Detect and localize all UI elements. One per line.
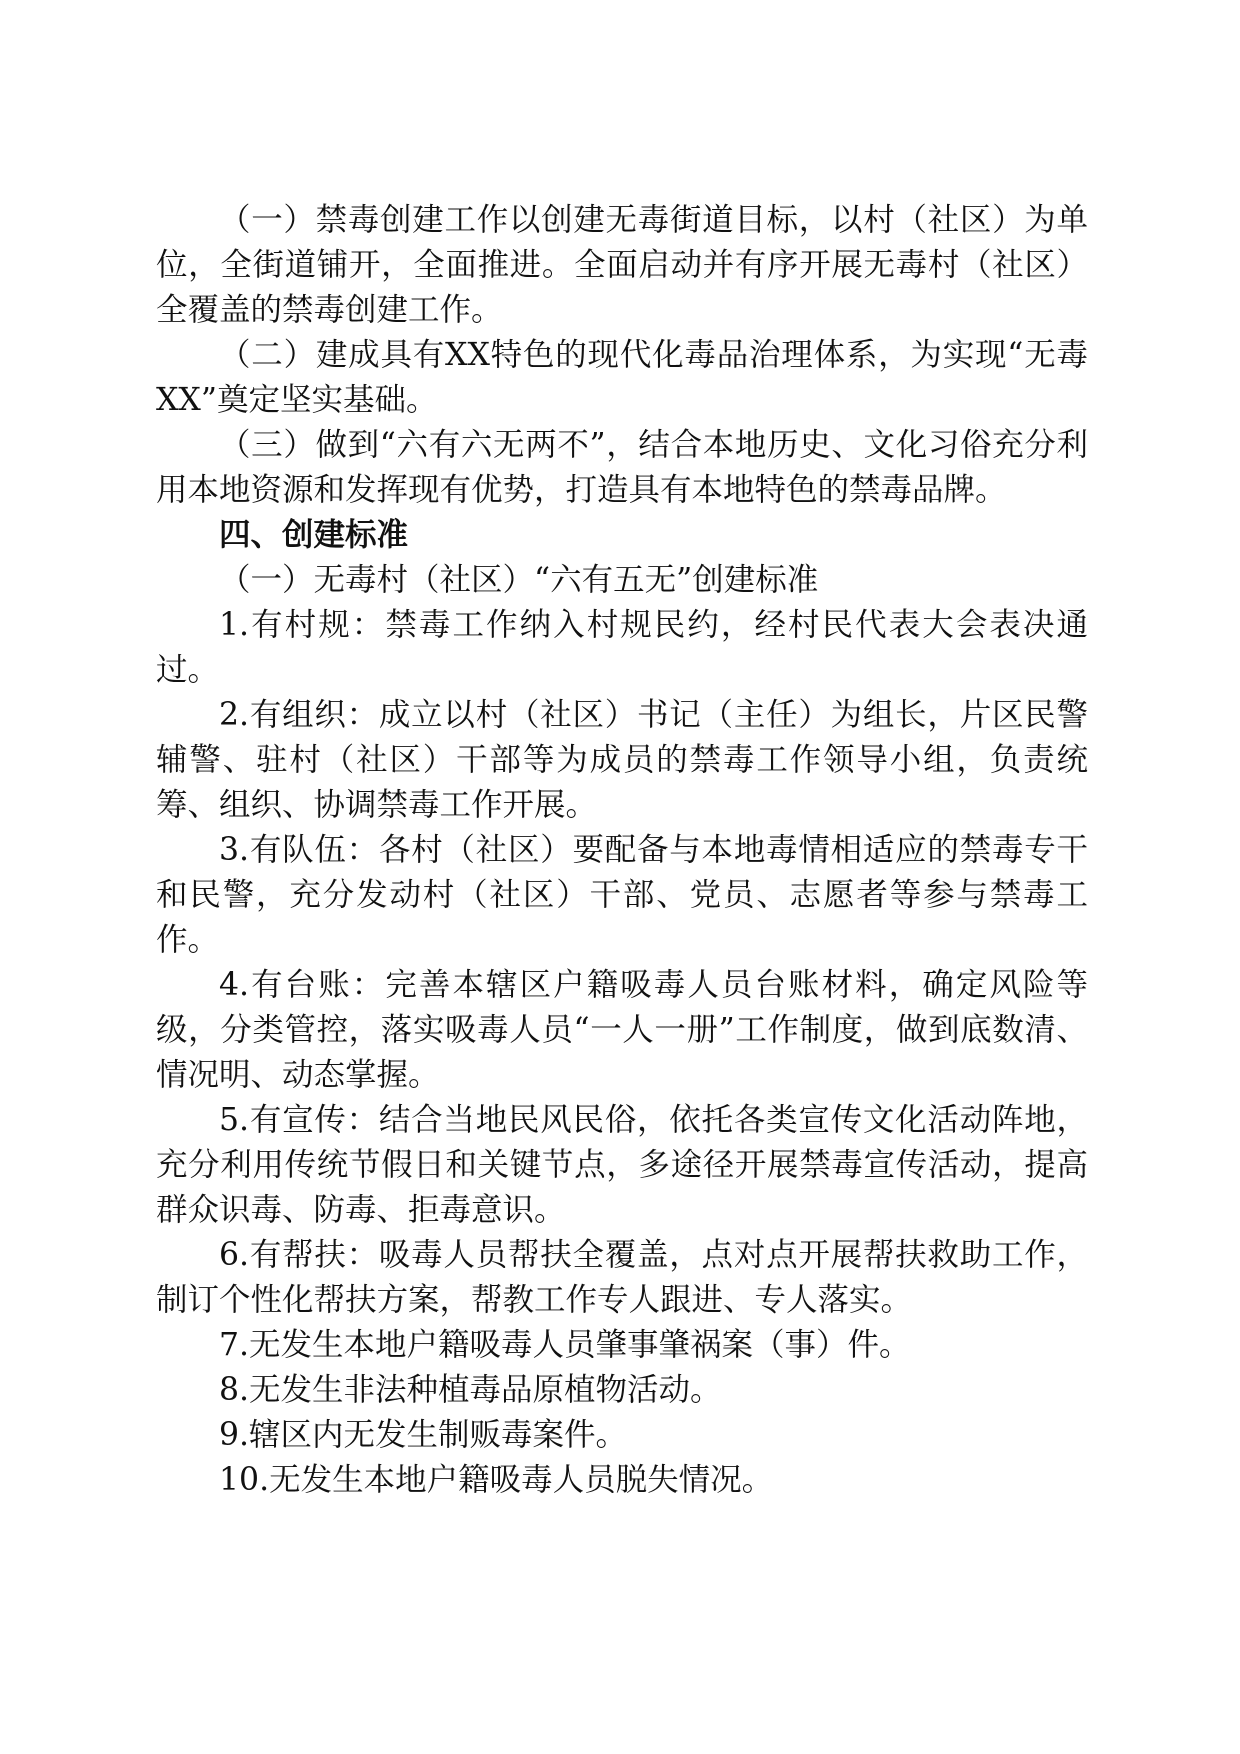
subheading: （一）无毒村（社区）“六有五无”创建标准 [219, 562, 819, 598]
standard-item-6: 6.有帮扶：吸毒人员帮扶全覆盖，点对点开展帮扶救助工作，制订个性化帮扶方案，帮教工作专人跟进、专人落实。 [156, 1237, 1088, 1318]
standard-item-9: 9.辖区内无发生制贩毒案件。 [219, 1417, 628, 1453]
standard-item-2: 2.有组织：成立以村（社区）书记（主任）为组长，片区民警辅警、驻村（社区）干部等为成员的禁毒工作领导小组，负责统筹、组织、协调禁毒工作开展。 [156, 697, 1088, 823]
standard-item-4: 4.有台账：完善本辖区户籍吸毒人员台账材料，确定风险等级，分类管控，落实吸毒人员“一人一册”工作制度，做到底数清、情况明、动态掌握。 [156, 967, 1088, 1093]
standard-item-1: 1.有村规：禁毒工作纳入村规民约，经村民代表大会表决通过。 [156, 607, 1088, 688]
paragraph-goal-2: （二）建成具有XX特色的现代化毒品治理体系，为实现“无毒XX”奠定坚实基础。 [156, 337, 1088, 418]
standard-item-10: 10.无发生本地户籍吸毒人员脱失情况。 [219, 1462, 774, 1498]
paragraph-goal-1: （一）禁毒创建工作以创建无毒街道目标，以村（社区）为单位，全街道铺开，全面推进。全面启动并有序开展无毒村（社区）全覆盖的禁毒创建工作。 [156, 202, 1088, 328]
document-body [156, 198, 1088, 1503]
paragraph-goal-3: （三）做到“六有六无两不”，结合本地历史、文化习俗充分利用本地资源和发挥现有优势，打造具有本地特色的禁毒品牌。 [156, 427, 1088, 508]
standard-item-3: 3.有队伍：各村（社区）要配备与本地毒情相适应的禁毒专干和民警，充分发动村（社区）干部、党员、志愿者等参与禁毒工作。 [156, 832, 1088, 958]
section-heading: 四、创建标准 [219, 517, 409, 553]
standard-item-8: 8.无发生非法种植毒品原植物活动。 [219, 1372, 722, 1408]
standard-item-7: 7.无发生本地户籍吸毒人员肇事肇祸案（事）件。 [219, 1327, 911, 1363]
standard-item-5: 5.有宣传：结合当地民风民俗，依托各类宣传文化活动阵地，充分利用传统节假日和关键节点，多途径开展禁毒宣传活动，提高群众识毒、防毒、拒毒意识。 [156, 1102, 1088, 1228]
